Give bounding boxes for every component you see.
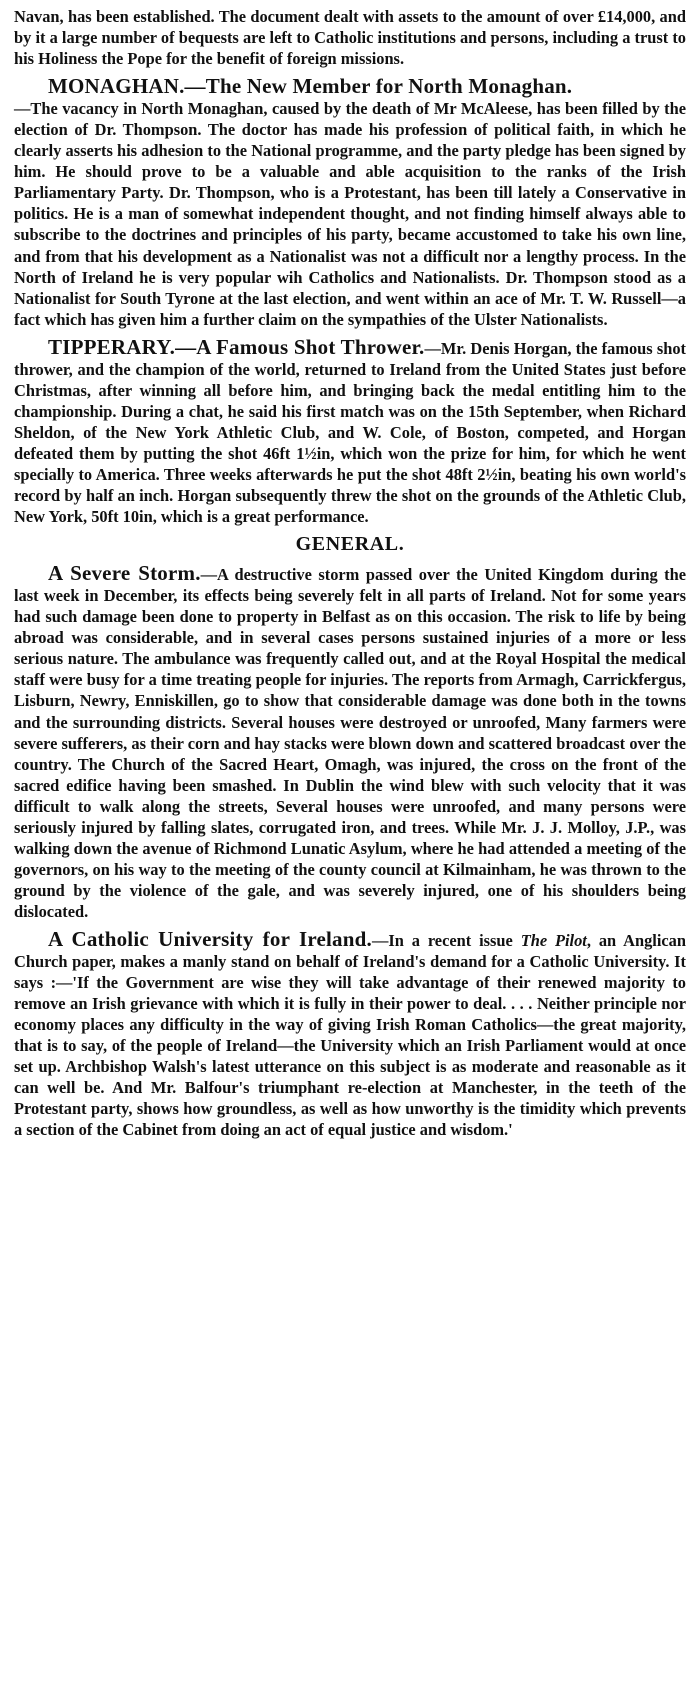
article-heading: MONAGHAN.—The New Member for North Monaghan.: [48, 74, 573, 99]
article-severe-storm: [14, 563, 686, 922]
article-monaghan: [14, 76, 686, 330]
publication-title: The Pilot: [520, 930, 587, 950]
article-catholic-university: [14, 926, 686, 1140]
article-heading: A Catholic University for Ireland.: [48, 926, 372, 951]
article-heading: A Severe Storm.: [48, 561, 201, 586]
article-body: , an Anglican Church paper, makes a manly stand on behalf of Ireland's demand for a Catholic University. It says :—'If the Government are wise they will take advantage of their renewed majority to remove an Irish grievance with which it is fully in their power to deal. . . . Neither principle nor economy places any difficulty in the way of giving Irish Roman Catholics—the great majority, that is to say, of the people of Ireland—the University which an Irish Parliament would at once set up. Archbishop Walsh's latest utterance on this subject is as moderate and reasonable as it can well be. And Mr. Balfour's triumphant re-election at Manchester, in the teeth of the Protestant party, shows how groundless, as well as how unworthy is the timidity which prevents a section of the Cabinet from doing an act of equal justice and wisdom.': [14, 930, 686, 1140]
continued-paragraph: Navan, has been established. The document dealt with assets to the amount of over £14,000, and by it a large number of bequests are left to Catholic institutions and persons, including a trust to his Holiness the Pope for the benefit of foreign missions.: [14, 7, 686, 69]
article-heading: TIPPERARY.—A Famous Shot Thrower.: [48, 334, 425, 359]
section-heading-general: GENERAL.: [295, 533, 405, 556]
article-body-intro: —In a recent issue: [371, 930, 521, 950]
article-body: —A destructive storm passed over the United Kingdom during the last week in December, its effects being severely felt in all parts of Ireland. Not for some years had such damage been done to property in Belfast as on this occasion. The risk to life by being abroad was considerable, and in several cases persons sustained injuries of a more or less serious nature. The ambulance was frequently called out, and at the Royal Hospital the medical staff were busy for a time treating people for injuries. The reports from Armagh, Carrickfergus, Lisburn, Newry, Enniskillen, go to show that considerable damage was done both in the towns and the surrounding districts. Several houses were destroyed or unroofed, Many farmers were severe sufferers, as their corn and hay stacks were blown down and scattered broadcast over the country. The Church of the Sacred Heart, Omagh, was injured, the cross on the front of the sacred edifice having been smashed. In Dublin the wind blew with such velocity that it was difficult to walk along the streets, Several houses were unroofed, and many persons were seriously injured by falling slates, corrugated iron, and trees. While Mr. J. J. Molloy, J.P., was walking down the avenue of Richmond Lunatic Asylum, where he had attended a meeting of the governors, on his way to the meeting of the county council at Kilmainham, he was thrown to the ground by the violence of the gale, and was severely injured, one of his shoulders being dislocated.: [14, 565, 686, 921]
article-body: —The vacancy in North Monaghan, caused by the death of Mr McAleese, has been filled by the election of Dr. Thompson. The doctor has made his profession of political faith, in which he clearly asserts his adhesion to the National programme, and the party pledge has been signed by him. He should prove to be a valuable and able acquisition to the ranks of the Irish Parliamentary Party. Dr. Thompson, who is a Protestant, has been till lately a Conservative in politics. He is a man of somewhat independent thought, and not finding himself always able to subscribe to the doctrines and principles of his party, became accustomed to take his own line, and from that his development as a Nationalist was not a difficult nor a lengthy process. In the North of Ireland he is very popular wih Catholics and Nationalists. Dr. Thompson stood as a Nationalist for South Tyrone at the last election, and went within an ace of Mr. T. W. Russell—a fact which has given him a further claim on the sympathies of the Ulster Nationalists.: [14, 99, 686, 329]
article-tipperary: [14, 334, 686, 527]
article-body: —Mr. Denis Horgan, the famous shot thrower, and the champion of the world, returned to Ireland from the United States just before Christmas, after winning all before him, and bringing back the medal entitling him to the championship. During a chat, he said his first match was on the 15th September, when Richard Sheldon, of the New York Athletic Club, and W. Cole, of Boston, competed, and Horgan defeated them by putting the shot 46ft 1½in, which won the prize for him, for which he went specially to America. Three weeks afterwards he put the shot 48ft 2½in, beating his own world's record by half an inch. Horgan subsequently threw the shot on the grounds of the Athletic Club, New York, 50ft 10in, which is a great performance.: [14, 338, 686, 527]
